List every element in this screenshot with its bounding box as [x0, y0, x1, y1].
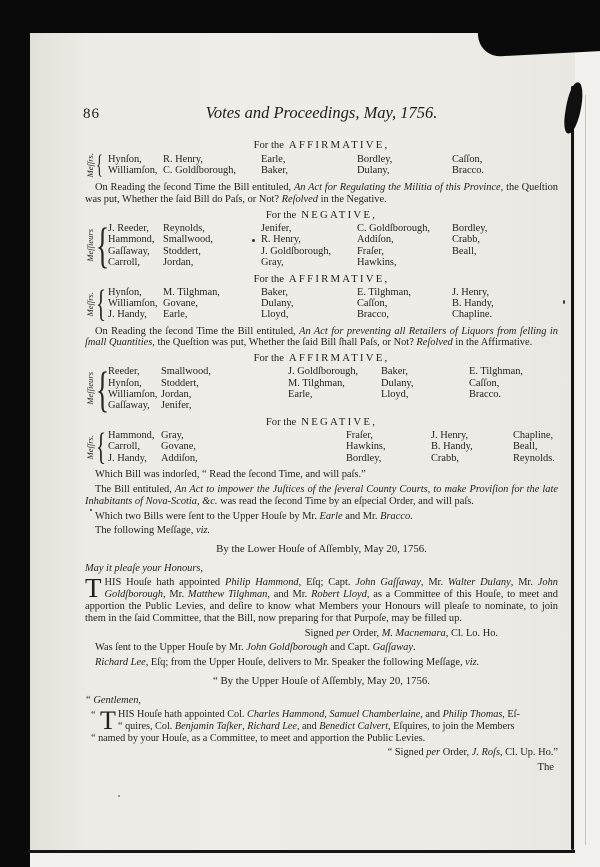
indorsed-note: Which Bill was indorſed, “ Read the ſecond Time, and will paſs.” — [95, 468, 366, 480]
voter-name: Carroll, — [108, 256, 141, 268]
voter-name — [452, 257, 558, 268]
voter-name — [381, 400, 469, 411]
quoted-line: HIS Houſe hath appointed Col. Charles Hammond, Samuel Chamberlaine, and Philip Thomas, Eſ- — [118, 708, 520, 720]
voter-name: Dulany, — [357, 165, 390, 177]
voter-name: Hynſon, — [108, 153, 142, 165]
voter-list — [108, 287, 558, 321]
vote-row — [108, 441, 558, 452]
militia-bill-paragraph: On Reading the ſecond Time the Bill entituled, An Act for Regulating the Militia of this Province, the Queſtion was put, Whether the ſaid Bill do Paſs, or Not? Reſolved in the Negative. — [85, 182, 558, 206]
voter-name: Earle, — [261, 153, 286, 165]
page-content — [85, 103, 558, 773]
voter-name: Hynſon, — [108, 377, 142, 389]
vote-row — [108, 165, 558, 176]
voter-name: E. Tilghman, — [469, 366, 523, 378]
signed-line-lower: Signed per Order, M. Macnemara, Cl. Lo. Ho. — [304, 627, 498, 639]
vote-block-affirmative-1 — [85, 139, 558, 180]
vote-heading — [85, 139, 558, 152]
vote-heading-prefix: For the — [253, 140, 284, 151]
voter-name: R. Henry, — [261, 234, 302, 246]
vote-row — [108, 223, 558, 234]
vote-block-negative-2 — [85, 416, 558, 468]
voter-name: Baker, — [261, 165, 288, 177]
voter-name: Caſſon, — [469, 377, 500, 389]
vote-row — [108, 366, 558, 377]
voter-name: J. Reeder, — [108, 223, 149, 235]
voter-name: R. Henry, — [163, 153, 204, 165]
voter-name: Earle, — [163, 309, 188, 321]
voter-name: M. Tilghman, — [163, 286, 220, 298]
voter-name: Hynſon, — [108, 286, 142, 298]
voter-name: Bordley, — [452, 223, 488, 235]
voter-list — [108, 154, 558, 176]
nova-scotia-bill-paragraph: The Bill entituled, An Act to impower the Juſtices of the ſeveral County Courts, to make Proviſion for the late Inhabitants of Nova-Scotia, &c. was read the ſecond Time by an eſpecial Order, and will paſs. — [85, 483, 558, 507]
vote-heading-prefix: For the — [265, 210, 297, 222]
quoted-line: “ quires, Col. Benjamin Taſker, Richard Lee, and Benedict Calvert, Eſquires, to join the Members — [118, 720, 515, 732]
vote-table — [85, 150, 558, 180]
voter-name: Chapline, — [513, 430, 554, 442]
voter-name: Stoddert, — [161, 377, 199, 389]
voter-name: Hawkins, — [346, 441, 386, 453]
scan-speck — [563, 300, 565, 304]
vote-heading-word: AFFIRMATIVE, — [288, 352, 390, 365]
voter-name — [288, 400, 381, 411]
vote-heading-prefix: For the — [265, 417, 297, 429]
messieurs-label: Meſſieurs — [85, 229, 95, 262]
voter-name: J. Handy, — [108, 452, 147, 464]
gentlemen-salutation: “ Gentlemen, — [85, 694, 141, 706]
lower-house-dateline: By the Lower Houſe of Aſſembly, May 20, 1756. — [216, 543, 427, 556]
voter-name: Williamſon, — [108, 298, 158, 310]
voter-name: J. Goldſborough, — [261, 245, 332, 257]
scan-border-bottom — [28, 850, 575, 853]
voter-name: J. Henry, — [452, 286, 490, 298]
messrs-label: Meſſrs. — [85, 291, 95, 316]
voter-name: Lloyd, — [381, 388, 409, 400]
vote-table — [85, 425, 558, 468]
vote-block-negative-1 — [85, 209, 558, 274]
curly-brace: { — [96, 282, 107, 325]
voter-name: Crabb, — [431, 452, 459, 464]
vote-heading-word: NEGATIVE, — [301, 209, 378, 222]
vote-block-affirmative-2 — [85, 272, 558, 325]
voter-name: B. Handy, — [452, 298, 494, 310]
voter-name: Gaſſaway, — [108, 245, 150, 257]
voter-name: Dulany, — [381, 377, 414, 389]
voter-name: Gaſſaway, — [108, 399, 150, 411]
voter-list — [108, 430, 558, 464]
voter-name: J. Henry, — [431, 430, 469, 442]
voter-name: Williamſon, — [108, 165, 158, 177]
vote-row — [108, 246, 558, 257]
voter-list — [108, 366, 558, 411]
curly-brace: { — [96, 360, 110, 417]
voter-name: Carroll, — [108, 441, 141, 453]
voter-name: Jenifer, — [261, 223, 292, 235]
voter-name: Hammond, — [108, 234, 155, 246]
voter-name: Hammond, — [108, 430, 155, 442]
vote-heading — [85, 273, 558, 286]
vote-table — [85, 282, 558, 325]
messrs-label: Meſſrs. — [85, 153, 95, 178]
vote-row — [108, 298, 558, 309]
vote-row — [108, 257, 558, 268]
vote-heading-word: NEGATIVE, — [301, 416, 378, 429]
vote-heading — [85, 352, 558, 365]
voter-name: Beall, — [452, 245, 477, 257]
voter-name: Chapline. — [452, 309, 493, 321]
scan-speck — [118, 795, 120, 797]
voter-name: Fraſer, — [357, 245, 384, 257]
voter-name: Reeder, — [108, 366, 140, 378]
lower-house-salutation: May it pleaſe your Honours, — [85, 563, 204, 575]
bills-sent-note: Which two Bills were ſent to the Upper Houſe by Mr. Earle and Mr. Bracco. — [95, 510, 413, 522]
page-title: Votes and Proceedings, May, 1756. — [205, 103, 438, 122]
voter-name: Lloyd, — [261, 309, 289, 321]
voter-name: Reynolds. — [513, 452, 555, 464]
signed-line-upper: “ Signed per Order, J. Roſs, Cl. Up. Ho.” — [387, 746, 558, 758]
voter-name: Stoddert, — [163, 245, 201, 257]
sent-to-upper-house-note: Was ſent to the Upper Houſe by Mr. John Goldſborough and Capt. Gaſſaway. — [95, 642, 416, 654]
vote-row — [108, 154, 558, 165]
vote-table — [85, 217, 558, 274]
vote-heading-prefix: For the — [253, 353, 284, 365]
lower-house-message-text: HIS Houſe hath appointed Philip Hammond, Eſq; Capt. John Gaſſaway, Mr. Walter Dulany, Mr. John Goldſborough, Mr. Matthew Tilghman, and Mr. Robert Lloyd, as a Committee of this Houſe, to meet and apportion the Public Levies, and deſire to know what Members your Honours will pleaſe to nominate, to join them in the ſaid Committee, that the Bill, now preparing for that Purpoſe, may be filled up. — [85, 577, 558, 625]
voter-name: Jordan, — [161, 388, 192, 400]
voter-name: Earle, — [288, 388, 313, 400]
scan-corner-shadow — [477, 11, 600, 58]
voter-name: Addiſon, — [357, 234, 394, 246]
lower-house-message — [85, 573, 558, 625]
voter-name: Bracco. — [469, 388, 502, 400]
page-number: 86 — [83, 106, 100, 122]
catchword: The — [537, 761, 554, 773]
voter-name: Jenifer, — [161, 399, 192, 411]
curly-brace: { — [96, 217, 110, 274]
vote-heading — [85, 416, 558, 429]
voter-name: Baker, — [381, 366, 408, 378]
voter-list — [108, 223, 558, 268]
voter-name: Addiſon, — [161, 452, 198, 464]
voter-name: B. Handy, — [431, 441, 473, 453]
voter-name: Fraſer, — [346, 430, 373, 442]
voter-name: Smallwood, — [163, 234, 213, 246]
voter-name: Bordley, — [346, 452, 382, 464]
voter-name: Dulany, — [261, 298, 294, 310]
vote-heading — [85, 209, 558, 222]
voter-name: Jordan, — [163, 256, 194, 268]
voter-name: Gray, — [161, 430, 184, 442]
voter-name: Govane, — [161, 441, 196, 453]
vote-row — [108, 430, 558, 441]
vote-row — [108, 287, 558, 298]
hanging-quote: “ — [91, 709, 96, 721]
vote-row — [108, 309, 558, 320]
following-message-note: The following Meſſage, viz. — [95, 525, 211, 537]
vote-block-affirmative-3 — [85, 352, 558, 417]
voter-name: Bordley, — [357, 153, 393, 165]
voter-name: M. Tilghman, — [288, 377, 345, 389]
vote-row — [108, 234, 558, 245]
voter-name: Beall, — [513, 441, 538, 453]
scan-outer-edge — [585, 95, 586, 845]
vote-heading-prefix: For the — [253, 273, 284, 285]
voter-name: C. Goldſborough, — [163, 165, 237, 177]
voter-name: Baker, — [261, 286, 288, 298]
vote-row — [108, 378, 558, 389]
vote-row — [108, 389, 558, 400]
voter-name: Caſſon, — [357, 298, 388, 310]
voter-name: C. Goldſborough, — [357, 223, 431, 235]
curly-brace: { — [96, 150, 103, 180]
upper-house-message — [91, 705, 558, 745]
voter-name: Gray, — [261, 256, 284, 268]
curly-brace: { — [96, 425, 107, 468]
voter-name: Caſſon, — [452, 153, 483, 165]
voter-name — [469, 400, 558, 411]
scan-border-left — [0, 0, 30, 867]
voter-name: J. Goldſborough, — [288, 366, 359, 378]
voter-name: Williamſon, — [108, 388, 158, 400]
voter-name: E. Tilghman, — [357, 286, 411, 298]
drop-cap-initial: T — [85, 573, 102, 604]
vote-heading-word: AFFIRMATIVE, — [288, 139, 390, 151]
vote-row — [108, 400, 558, 411]
voter-name: J. Handy, — [108, 309, 147, 321]
scan-page-edge — [571, 86, 574, 850]
messrs-label: Meſſrs. — [85, 434, 95, 460]
voter-name: Reynolds, — [163, 223, 205, 235]
quoted-line: “ named by your Houſe, as a Committee, to meet and apportion the Public Levies. — [91, 732, 426, 744]
page-header — [85, 103, 558, 124]
vote-table — [85, 360, 558, 417]
upper-house-dateline: “ By the Upper Houſe of Aſſembly, May 20, 1756. — [212, 674, 430, 687]
voter-name: Bracco. — [452, 165, 485, 177]
drop-cap-initial: T — [100, 705, 116, 735]
voter-name: Govane, — [163, 298, 198, 310]
voter-name: Smallwood, — [161, 366, 211, 378]
delivered-message-note: Richard Lee, Eſq; from the Upper Houſe, delivers to Mr. Speaker the following Meſſage, viz. — [95, 657, 480, 669]
vote-heading-word: AFFIRMATIVE, — [288, 272, 390, 285]
voter-name: Hawkins, — [357, 256, 397, 268]
liquors-bill-paragraph: On Reading the ſecond Time the Bill entituled, An Act for preventing all Retailers of Liquors from ſelling in ſmall Quantities, the Queſtion was put, Whether the ſaid Bill ſhall Paſs, or Not? Reſolved in the Affirmative. — [85, 325, 558, 349]
messieurs-label: Meſſieurs — [85, 372, 95, 406]
voter-name: Crabb, — [452, 234, 480, 246]
voter-name: Bracco, — [357, 309, 390, 321]
vote-row — [108, 453, 558, 464]
